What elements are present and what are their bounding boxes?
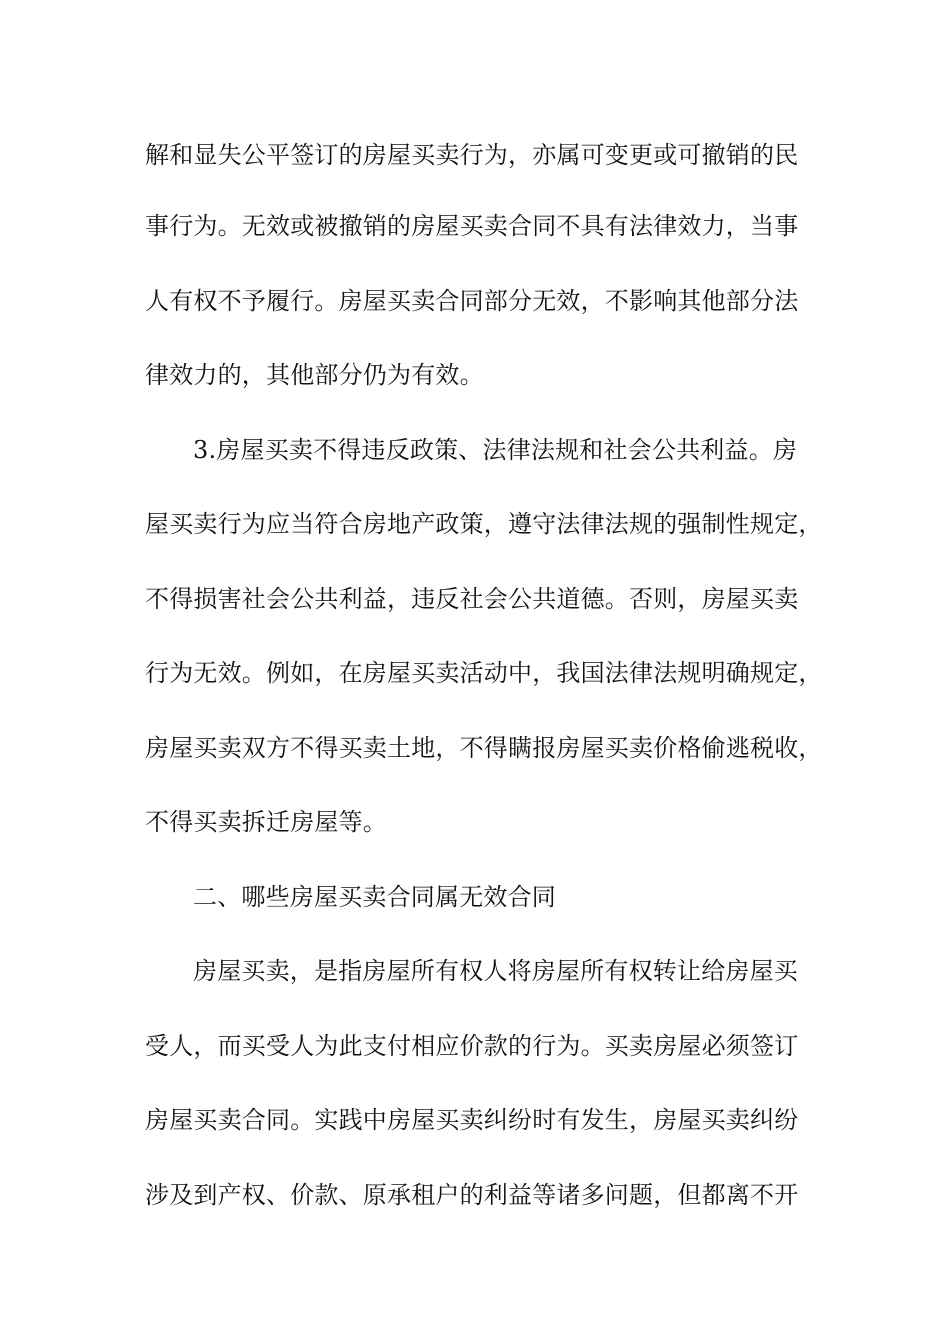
- paragraph-line: 3.房屋买卖不得违反政策、法律法规和社会公共利益。房: [193, 436, 798, 464]
- paragraph-line: 人有权不予履行。房屋买卖合同部分无效，不影响其他部分法: [145, 287, 799, 315]
- section-heading: 二、哪些房屋买卖合同属无效合同: [193, 883, 556, 911]
- paragraph-line: 涉及到产权、价款、原承租户的利益等诸多问题，但都离不开: [145, 1181, 799, 1209]
- paragraph-line: 房屋买卖合同。实践中房屋买卖纠纷时有发生，房屋买卖纠纷: [145, 1106, 799, 1134]
- paragraph-line: 不得买卖拆迁房屋等。: [145, 808, 387, 836]
- paragraph-line: 律效力的，其他部分仍为有效。: [145, 361, 484, 389]
- paragraph-line: 事行为。无效或被撤销的房屋买卖合同不具有法律效力，当事: [145, 212, 799, 240]
- paragraph-line: 解和显失公平签订的房屋买卖行为，亦属可变更或可撤销的民: [145, 141, 799, 169]
- paragraph-line: 行为无效。例如，在房屋买卖活动中，我国法律法规明确规定，: [145, 659, 823, 687]
- paragraph-line: 不得损害社会公共利益，违反社会公共道德。否则，房屋买卖: [145, 585, 799, 613]
- paragraph-line: 受人，而买受人为此支付相应价款的行为。买卖房屋必须签订: [145, 1032, 799, 1060]
- paragraph-line: 屋买卖行为应当符合房地产政策，遵守法律法规的强制性规定，: [145, 510, 823, 538]
- paragraph-line: 房屋买卖，是指房屋所有权人将房屋所有权转让给房屋买: [193, 957, 798, 985]
- paragraph-line: 房屋买卖双方不得买卖土地，不得瞒报房屋买卖价格偷逃税收，: [145, 734, 823, 762]
